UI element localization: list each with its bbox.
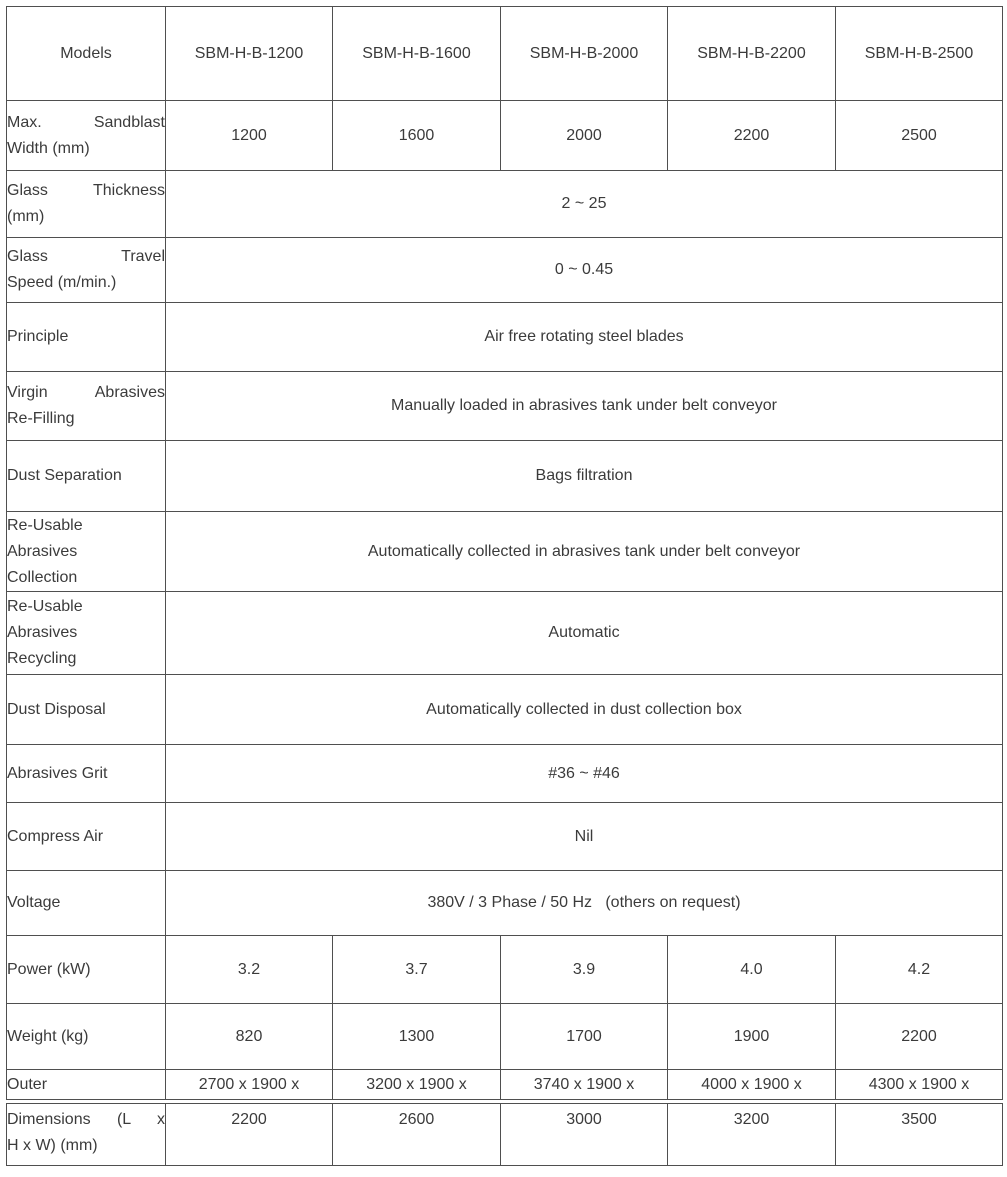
row-dust-separation [7,441,1003,512]
span-value-cell: Air free rotating steel blades [166,303,1003,372]
row-label-line: Dust Separation [7,467,122,484]
value-cell: 2200 [166,1104,333,1166]
row-voltage [7,871,1003,936]
span-value-cell: Automatically collected in abrasives tank under belt conveyor [166,512,1003,592]
row-label [7,592,166,675]
span-value-cell: Nil [166,803,1003,871]
row-label-line: Glass Travel [7,248,165,265]
value-cell: 3.9 [501,936,668,1004]
row-label-line: Virgin Abrasives [7,384,165,401]
value-cell: 2000 [501,101,668,171]
value-cell: 3200 x 1900 x [333,1070,501,1100]
row-label-line: Abrasives [7,624,78,641]
value-cell: 1700 [501,1004,668,1070]
row-label-line: Speed (m/min.) [7,274,117,291]
value-cell: 2600 [333,1104,501,1166]
row-label-line: Re-Usable [7,516,83,534]
model-name: SBM-H-B-2200 [697,44,806,62]
span-value-cell: Automatic [166,592,1003,675]
row-reusable-abrasives-collection [7,512,1003,592]
row-glass-thickness [7,171,1003,238]
row-label [7,512,166,592]
row-outer-dimensions-part1 [7,1070,1003,1100]
model-name-cell [501,7,668,101]
row-virgin-abrasives-refilling [7,372,1003,441]
row-abrasives-grit [7,745,1003,803]
row-label-line: Glass Thickness [7,182,165,199]
row-label-line: Abrasives [7,542,78,560]
model-name: SBM-H-B-1600 [362,44,471,62]
value-cell: 3000 [501,1104,668,1166]
value-cell: 4300 x 1900 x [836,1070,1003,1100]
value-cell: 3500 [836,1104,1003,1166]
model-name-cell [668,7,836,101]
value-cell: 3.7 [333,936,501,1004]
model-name: SBM-H-B-2000 [529,44,639,62]
model-name: SBM-H-B-2500 [864,44,974,62]
row-label-line: Recycling [7,650,77,667]
row-label-line: Outer [7,1075,48,1093]
row-label [7,871,166,936]
model-name: SBM-H-B-1200 [194,44,304,62]
span-value-cell: 2 ~ 25 [166,171,1003,238]
span-value-cell: 380V / 3 Phase / 50 Hz (others on request) [166,871,1003,936]
span-value-cell: 0 ~ 0.45 [166,238,1003,303]
row-label-line: Re-Filling [7,410,75,427]
value-cell: 3200 [668,1104,836,1166]
value-cell: 4.2 [836,936,1003,1004]
row-label [7,1004,166,1070]
row-label [7,803,166,871]
row-label [7,101,166,171]
row-label-line: Dust Disposal [7,700,106,718]
row-label [7,745,166,803]
span-value-cell: Bags filtration [166,441,1003,512]
row-label [7,1104,166,1166]
value-cell: 1200 [166,101,333,171]
value-cell: 1900 [668,1004,836,1070]
row-label [7,441,166,512]
row-label [7,303,166,372]
value-cell: 1600 [333,101,501,171]
row-label-line: Power (kW) [7,960,91,978]
span-value-cell: #36 ~ #46 [166,745,1003,803]
row-max-sandblast-width [7,101,1003,171]
row-label [7,675,166,745]
row-label [7,936,166,1004]
value-cell: 2200 [668,101,836,171]
row-label [7,372,166,441]
value-cell: 2200 [836,1004,1003,1070]
span-value-cell: Manually loaded in abrasives tank under belt conveyor [166,372,1003,441]
specification-table-continued [6,1103,1003,1166]
row-power [7,936,1003,1004]
model-name-cell [166,7,333,101]
value-cell: 2500 [836,101,1003,171]
row-label [7,238,166,303]
models-header-label: Models [60,44,112,62]
row-label [7,171,166,238]
table-header-row [7,7,1003,101]
row-outer-dimensions-part2 [7,1104,1003,1166]
row-label-line: Compress Air [7,827,104,845]
row-glass-travel-speed [7,238,1003,303]
value-cell: 4.0 [668,936,836,1004]
row-label-line: Principle [7,328,69,345]
row-label-line: Weight (kg) [7,1027,89,1045]
row-label-line: Max. Sandblast [7,113,165,131]
row-reusable-abrasives-recycling [7,592,1003,675]
row-label-line: Dimensions (L x [7,1111,165,1128]
row-label-line: Re-Usable [7,598,83,615]
model-name-cell [333,7,501,101]
row-dust-disposal [7,675,1003,745]
row-compress-air [7,803,1003,871]
row-weight [7,1004,1003,1070]
row-label-line: Width (mm) [7,139,90,157]
row-label-line: H x W) (mm) [7,1137,98,1154]
row-principle [7,303,1003,372]
value-cell: 3.2 [166,936,333,1004]
value-cell: 1300 [333,1004,501,1070]
value-cell: 820 [166,1004,333,1070]
row-label-line: (mm) [7,208,45,225]
value-cell: 4000 x 1900 x [668,1070,836,1100]
value-cell: 3740 x 1900 x [501,1070,668,1100]
row-label [7,1070,166,1100]
row-label-line: Abrasives Grit [7,764,108,782]
model-name-cell [836,7,1003,101]
row-label-line: Voltage [7,894,61,911]
specification-table [6,6,1003,1100]
span-value-cell: Automatically collected in dust collection box [166,675,1003,745]
models-header-cell [7,7,166,101]
value-cell: 2700 x 1900 x [166,1070,333,1100]
row-label-line: Collection [7,568,78,586]
